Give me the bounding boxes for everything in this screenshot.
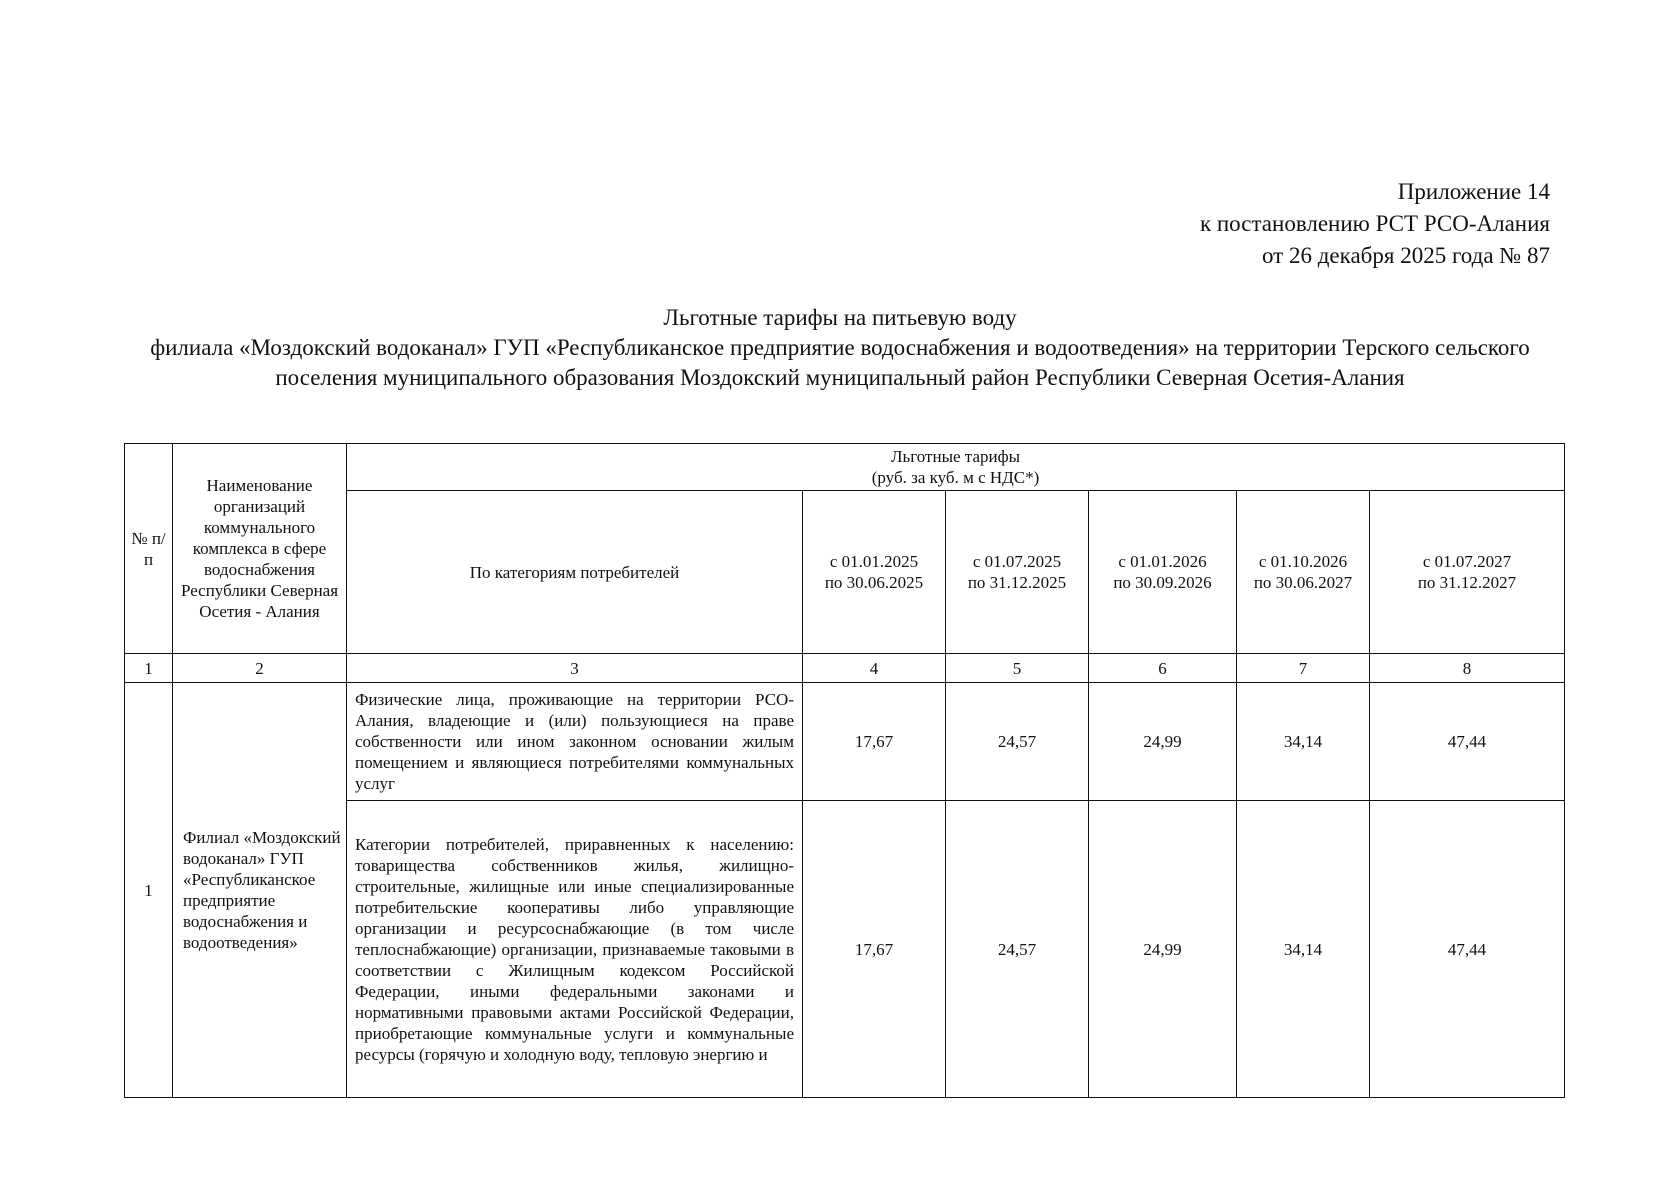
header-period-5	[1370, 491, 1565, 654]
appendix-date: от 26 декабря 2025 года № 87	[1261, 243, 1550, 268]
header-tariffs-units: (руб. за куб. м с НДС*)	[871, 468, 1040, 487]
tariff-value: 34,14	[1237, 801, 1370, 1098]
consumer-category: Категории потребителей, приравненных к населению: товарищества собственников жилья, жилищно-строительные, жилищные или иные специализированные потребительские кооперативы либо управляющие организации и ресурсоснабжающие (в том числе теплоснабжающие) организации, признаваемые таковыми в соответствии с Жилищным кодексом Российской Федерации, иными федеральными законами и нормативными правовыми актами Российской Федерации, приобретающие коммунальные услуги и коммунальные ресурсы (горячую и холодную воду, тепловую энергию и	[347, 801, 803, 1098]
header-row-1	[125, 444, 1565, 491]
header-period-3	[1089, 491, 1237, 654]
column-number: 5	[946, 654, 1089, 683]
column-number: 1	[125, 654, 173, 683]
document-title	[120, 303, 1560, 393]
tariff-value: 17,67	[803, 801, 946, 1098]
title-line-1: Льготные тарифы на питьевую воду	[663, 305, 1017, 330]
tariff-value: 47,44	[1370, 801, 1565, 1098]
appendix-block	[1200, 176, 1550, 272]
column-number: 2	[173, 654, 347, 683]
header-category: По категориям потребителей	[347, 491, 803, 654]
header-period-4	[1237, 491, 1370, 654]
period-from: с 01.07.2025	[972, 552, 1062, 571]
header-tariffs-group	[347, 444, 1565, 491]
header-num: № п/п	[125, 444, 173, 654]
tariffs-table	[124, 443, 1565, 1098]
column-number: 6	[1089, 654, 1237, 683]
row-number: 1	[125, 683, 173, 1098]
header-period-1	[803, 491, 946, 654]
title-line-2: филиала «Моздокский водоканал» ГУП «Республиканское предприятие водоснабжения и водоотведения» на территории Терского сельского поселения муниципального образования Моздокский муниципальный район Республики Северная Осетия-Алания	[150, 335, 1530, 390]
header-org: Наименование организаций коммунального комплекса в сфере водоснабжения Республики Северная Осетия - Алания	[173, 444, 347, 654]
period-from: с 01.01.2026	[1118, 552, 1207, 571]
period-to: по 31.12.2027	[1417, 573, 1517, 592]
tariff-value: 24,99	[1089, 801, 1237, 1098]
column-number: 3	[347, 654, 803, 683]
table-row	[125, 683, 1565, 801]
tariff-value: 17,67	[803, 683, 946, 801]
column-number: 8	[1370, 654, 1565, 683]
header-tariffs-title: Льготные тарифы	[890, 447, 1021, 466]
column-number: 4	[803, 654, 946, 683]
period-to: по 30.06.2027	[1253, 573, 1353, 592]
column-numbers-row	[125, 654, 1565, 683]
tariff-value: 24,57	[946, 801, 1089, 1098]
organization-name: Филиал «Моздокский водоканал» ГУП «Республиканское предприятие водоснабжения и водоотведения»	[173, 683, 347, 1098]
period-to: по 31.12.2025	[967, 573, 1067, 592]
period-from: с 01.10.2026	[1258, 552, 1348, 571]
period-to: по 30.09.2026	[1113, 573, 1212, 592]
period-from: с 01.07.2027	[1422, 552, 1512, 571]
period-to: по 30.06.2025	[824, 573, 924, 592]
column-number: 7	[1237, 654, 1370, 683]
appendix-resolution: к постановлению РСТ РСО-Алания	[1199, 211, 1550, 236]
period-from: с 01.01.2025	[829, 552, 919, 571]
appendix-title: Приложение 14	[1397, 179, 1550, 204]
tariff-value: 47,44	[1370, 683, 1565, 801]
header-period-2	[946, 491, 1089, 654]
tariff-value: 24,99	[1089, 683, 1237, 801]
tariff-value: 34,14	[1237, 683, 1370, 801]
consumer-category: Физические лица, проживающие на территории РСО-Алания, владеющие и (или) пользующиеся на праве собственности или ином законном основании жилым помещением и являющиеся потребителями коммунальных услуг	[347, 683, 803, 801]
tariff-value: 24,57	[946, 683, 1089, 801]
